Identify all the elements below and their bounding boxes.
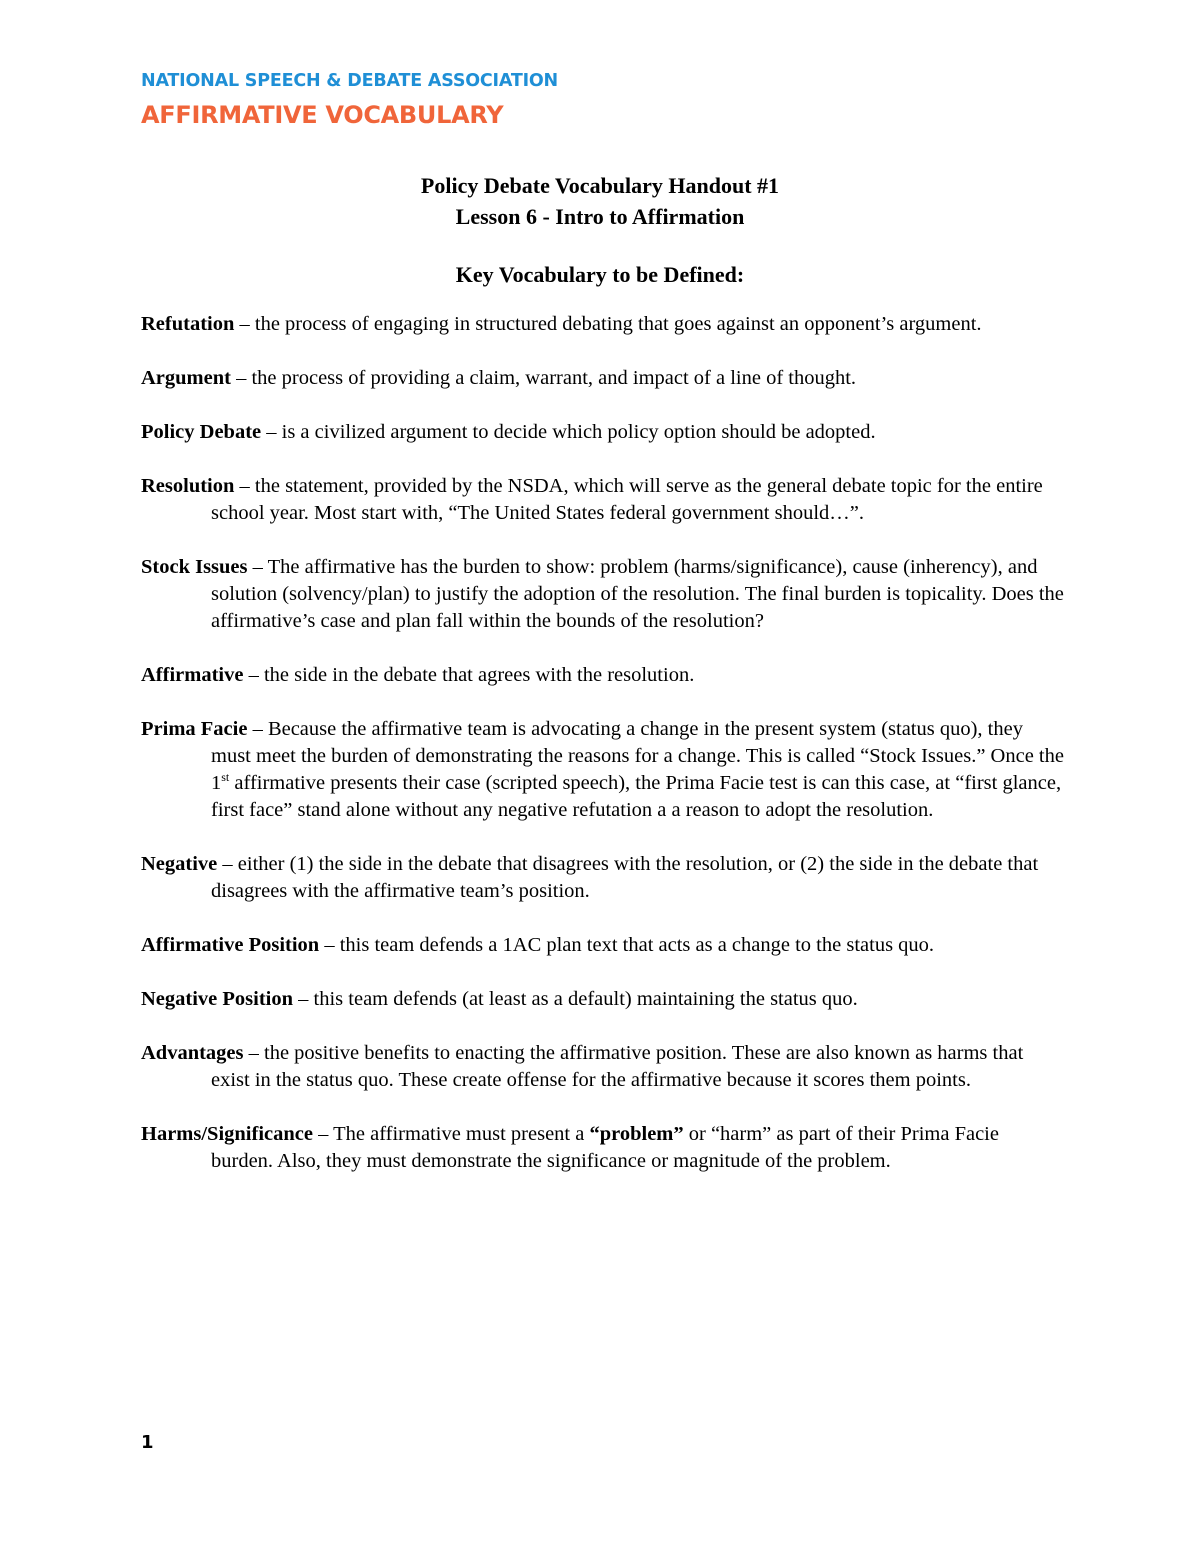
vocab-definition: Because the affirmative team is advocating a change in the present system (status quo), they must meet the burden of demonstrating the reasons for a change. This is called “Stock Issues.” Once the 1: [211, 718, 1064, 794]
vocab-separator: –: [319, 934, 340, 956]
vocab-entry-advantages: [141, 1040, 1066, 1094]
vocab-term: Harms/Significance: [141, 1123, 313, 1145]
vocab-entry-prima-facie: [141, 716, 1066, 824]
vocab-entry-refutation: [141, 311, 1066, 338]
vocab-term: Argument: [141, 367, 231, 389]
vocab-term: Affirmative Position: [141, 934, 320, 956]
vocab-entry-policy-debate: [141, 419, 1066, 446]
ordinal-superscript: st: [221, 770, 230, 785]
vocab-definition-continued: or “harm” as part of their Prima Facie burden. Also, they must demonstrate the significance or magnitude of the problem.: [211, 1123, 999, 1172]
page-number: 1: [141, 1432, 154, 1453]
vocab-term: Affirmative: [141, 664, 244, 686]
vocab-separator: –: [230, 367, 252, 389]
vocab-term: Advantages: [141, 1042, 244, 1064]
vocab-separator: –: [217, 853, 238, 875]
header-section-title: AFFIRMATIVE VOCABULARY: [141, 101, 504, 129]
vocab-definition: is a civilized argument to decide which policy option should be adopted.: [281, 421, 876, 443]
vocab-entry-stock-issues: [141, 554, 1066, 635]
vocab-entry-argument: [141, 365, 1066, 392]
vocab-term: Prima Facie: [141, 718, 248, 740]
vocab-entry-resolution: [141, 473, 1066, 527]
vocab-separator: –: [247, 556, 268, 578]
vocab-separator: –: [234, 313, 255, 335]
vocab-entry-negative-position: [141, 986, 1066, 1013]
vocab-term: Refutation: [141, 313, 235, 335]
vocab-definition: The affirmative must present a: [333, 1123, 590, 1145]
vocab-term: Negative: [141, 853, 218, 875]
vocab-definition: the process of providing a claim, warrant, and impact of a line of thought.: [251, 367, 857, 389]
vocab-separator: –: [234, 475, 255, 497]
vocab-definition: this team defends a 1AC plan text that acts as a change to the status quo.: [339, 934, 935, 956]
vocab-separator: –: [293, 988, 314, 1010]
lesson-title: Lesson 6 - Intro to Affirmation: [455, 204, 745, 229]
vocab-definition: the side in the debate that agrees with the resolution.: [263, 664, 695, 686]
emphasized-word: “problem”: [589, 1123, 684, 1145]
vocab-definition: either (1) the side in the debate that disagrees with the resolution, or (2) the side in the debate that disagrees with the affirmative team’s position.: [211, 853, 1039, 902]
vocab-definition-continued: affirmative presents their case (scripted speech), the Prima Facie test is can this case, at “first glance, first face” stand alone without any negative refutation a a reason to adopt the resolution.: [211, 772, 1062, 821]
vocab-separator: –: [312, 1123, 334, 1145]
vocab-term: Resolution: [141, 475, 235, 497]
vocab-definition: the positive benefits to enacting the affirmative position. These are also known as harms that exist in the status quo. These create offense for the affirmative because it scores them points.: [211, 1042, 1024, 1091]
vocab-separator: –: [261, 421, 282, 443]
vocab-separator: –: [247, 718, 268, 740]
vocab-definition: the statement, provided by the NSDA, which will serve as the general debate topic for the entire school year. Most start with, “The United States federal government should…”.: [211, 475, 1043, 524]
vocab-term: Negative Position: [141, 988, 294, 1010]
vocabulary-list: [141, 311, 1066, 1202]
handout-title: Policy Debate Vocabulary Handout #1: [420, 173, 780, 198]
vocab-definition: the process of engaging in structured debating that goes against an opponent’s argument.: [254, 313, 982, 335]
vocab-entry-harms-significance: [141, 1121, 1066, 1175]
vocab-term: Policy Debate: [141, 421, 262, 443]
vocab-separator: –: [243, 1042, 265, 1064]
vocab-definition: this team defends (at least as a default) maintaining the status quo.: [313, 988, 858, 1010]
vocab-definition: The affirmative has the burden to show: problem (harms/significance), cause (inherency), and solution (solvency/plan) to justify the adoption of the resolution. The final burden is topicality. Does the affirmative’s case and plan fall within the bounds of the resolution?: [211, 556, 1064, 632]
vocab-separator: –: [243, 664, 264, 686]
vocabulary-subtitle: Key Vocabulary to be Defined:: [455, 262, 745, 287]
vocab-entry-negative: [141, 851, 1066, 905]
vocab-term: Stock Issues: [141, 556, 248, 578]
header-organization: NATIONAL SPEECH & DEBATE ASSOCIATION: [141, 71, 559, 91]
vocab-entry-affirmative: [141, 662, 1066, 689]
vocab-entry-affirmative-position: [141, 932, 1066, 959]
